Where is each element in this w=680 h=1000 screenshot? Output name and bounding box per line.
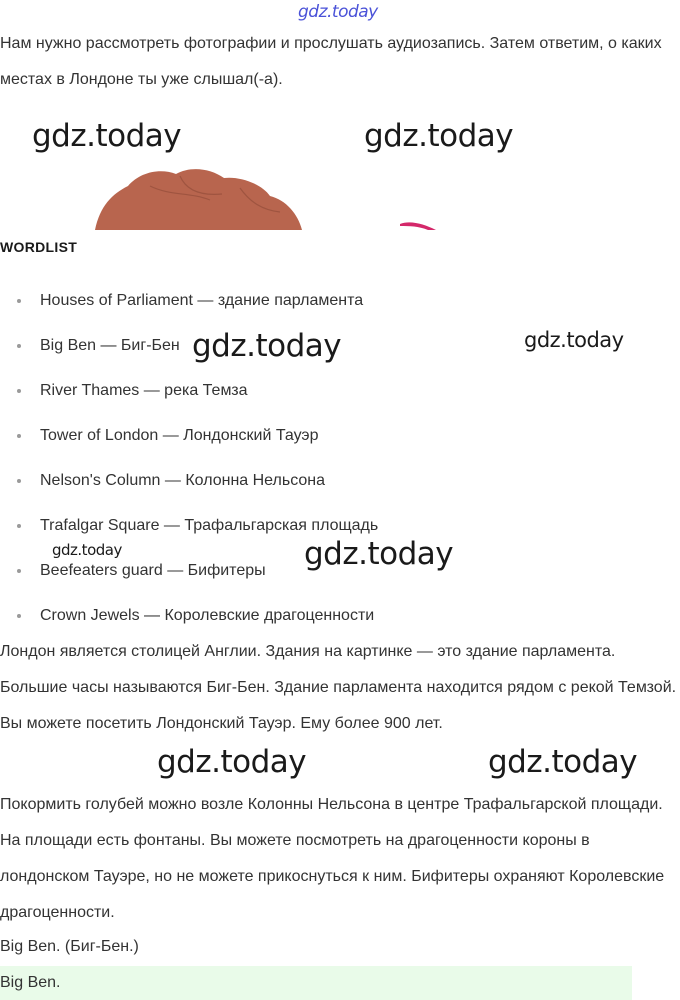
paragraph-trafalgar: Покормить голубей можно возле Колонны Нельсона в центре Трафальгарской площади. На площади есть фонтаны. Вы можете посмотреть на драгоценности короны в лондонском Тауэре, но не можете прикоснуться к ним. Бифитеры охраняют Королевские драгоценности. — [0, 796, 665, 921]
bullet-icon — [17, 434, 21, 438]
list-item-text: River Thames — река Темза — [40, 382, 248, 399]
list-item — [0, 463, 378, 508]
watermark: gdz.today — [364, 118, 514, 154]
bullet-icon — [17, 389, 21, 393]
watermark: gdz.today — [192, 328, 342, 364]
list-item-text: Crown Jewels — Королевские драгоценности — [40, 607, 375, 624]
paragraph-london: Лондон является столицей Англии. Здания на картинке — это здание парламента. Большие часы называются Биг-Бен. Здание парламента находится рядом с рекой Темзой. Вы можете посетить Лондонский Тауэр. Ему более 900 лет. — [0, 643, 677, 732]
watermark: gdz.today — [524, 328, 624, 352]
list-item-text: Big Ben — Биг-Бен — [40, 337, 180, 354]
answer-highlight: Big Ben. — [0, 966, 632, 1000]
watermark: gdz.today — [157, 744, 307, 780]
bullet-icon — [17, 299, 21, 303]
watermark: gdz.today — [304, 536, 454, 572]
watermark: gdz.today — [52, 541, 122, 559]
watermark: gdz.today — [32, 118, 182, 154]
intro-text: Нам нужно рассмотреть фотографии и прослушать аудиозапись. Затем ответим, о каких местах в Лондоне ты уже слышал(-а). — [0, 35, 662, 88]
list-item-text: Beefeaters guard — Бифитеры — [40, 562, 266, 579]
bullet-icon — [17, 569, 21, 573]
list-item-text: Trafalgar Square — Трафальгарская площадь — [40, 517, 379, 534]
bullet-icon — [17, 614, 21, 618]
list-item — [0, 373, 378, 418]
list-item-text: Tower of London — Лондонский Тауэр — [40, 427, 319, 444]
watermark: gdz.today — [488, 744, 638, 780]
list-item — [0, 283, 378, 328]
bullet-icon — [17, 344, 21, 348]
bullet-icon — [17, 479, 21, 483]
bullet-icon — [17, 524, 21, 528]
wordlist-title: WORDLIST — [0, 239, 78, 255]
list-item-text: Houses of Parliament — здание парламента — [40, 292, 364, 309]
question-text: Big Ben. (Биг-Бен.) — [0, 938, 139, 955]
list-item-text: Nelson's Column — Колонна Нельсона — [40, 472, 326, 489]
watermark-top: gdz.today — [298, 2, 378, 22]
list-item — [0, 418, 378, 463]
